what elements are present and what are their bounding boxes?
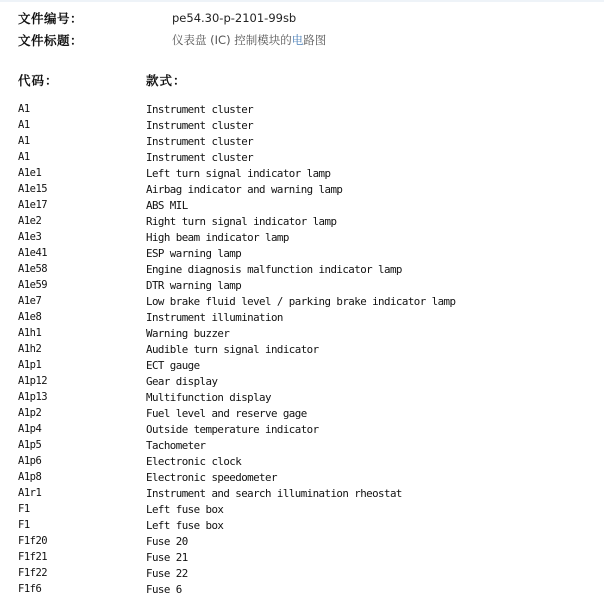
table-row: [18, 309, 598, 325]
row-code: F1: [18, 519, 30, 531]
table-row: [18, 197, 598, 213]
row-description: Left turn signal indicator lamp: [146, 166, 331, 180]
table-row: [18, 277, 598, 293]
table-row: [18, 485, 598, 501]
row-code: A1e17: [18, 199, 48, 211]
row-description: Airbag indicator and warning lamp: [146, 182, 343, 196]
table-row: [18, 469, 598, 485]
table-row: [18, 245, 598, 261]
table-row: [18, 261, 598, 277]
row-description: Instrument cluster: [146, 102, 254, 116]
row-description: Fuel level and reserve gage: [146, 406, 307, 420]
file-title-label: 文件标题：: [18, 33, 84, 48]
table-row: [18, 101, 598, 117]
table-row: [18, 341, 598, 357]
top-divider: [0, 0, 604, 2]
row-description: DTR warning lamp: [146, 278, 242, 292]
row-code: F1f22: [18, 567, 48, 579]
row-description: Fuse 22: [146, 566, 188, 580]
row-code: F1f6: [18, 583, 42, 595]
file-title-highlight: 电: [291, 33, 304, 47]
row-code: A1p6: [18, 455, 42, 467]
table-row: [18, 165, 598, 181]
file-title-value: [172, 32, 326, 48]
table-row: [18, 581, 598, 597]
row-code: A1p8: [18, 471, 42, 483]
table-row: [18, 501, 598, 517]
row-description: Left fuse box: [146, 518, 224, 532]
row-description: Left fuse box: [146, 502, 224, 516]
table-row: [18, 421, 598, 437]
header-code: 代码：: [18, 73, 59, 88]
table-row: [18, 293, 598, 309]
row-description: Fuse 21: [146, 550, 188, 564]
row-code: A1e15: [18, 183, 48, 195]
row-code: A1e7: [18, 295, 42, 307]
table-row: [18, 325, 598, 341]
file-title-suffix: 路图: [303, 33, 327, 47]
row-description: Instrument illumination: [146, 310, 283, 324]
row-code: A1: [18, 103, 30, 115]
row-description: Multifunction display: [146, 390, 271, 404]
table-row: [18, 373, 598, 389]
row-description: Gear display: [146, 374, 218, 388]
row-code: A1e2: [18, 215, 42, 227]
table-row: [18, 405, 598, 421]
row-description: Tachometer: [146, 438, 206, 452]
row-code: F1f20: [18, 535, 48, 547]
table-row: [18, 437, 598, 453]
table-row: [18, 533, 598, 549]
row-description: Instrument cluster: [146, 118, 254, 132]
table-row: [18, 229, 598, 245]
table-row: [18, 117, 598, 133]
row-description: Electronic clock: [146, 454, 242, 468]
row-description: Electronic speedometer: [146, 470, 277, 484]
row-description: Audible turn signal indicator: [146, 342, 319, 356]
row-description: High beam indicator lamp: [146, 230, 289, 244]
row-code: A1r1: [18, 487, 42, 499]
row-code: A1p1: [18, 359, 42, 371]
table-row: [18, 133, 598, 149]
row-code: A1p2: [18, 407, 42, 419]
file-number-row: [18, 9, 296, 27]
row-code: A1e8: [18, 311, 42, 323]
row-code: A1: [18, 119, 30, 131]
row-code: F1: [18, 503, 30, 515]
row-description: ABS MIL: [146, 198, 188, 212]
row-code: A1e3: [18, 231, 42, 243]
row-description: ESP warning lamp: [146, 246, 242, 260]
row-code: A1: [18, 151, 30, 163]
file-number-label: 文件编号：: [18, 11, 84, 26]
table-row: [18, 149, 598, 165]
row-code: A1p12: [18, 375, 48, 387]
table-row: [18, 357, 598, 373]
table-row: [18, 549, 598, 565]
table-row: [18, 565, 598, 581]
row-code: A1e41: [18, 247, 48, 259]
row-description: Warning buzzer: [146, 326, 230, 340]
file-number-value: pe54.30-p-2101-99sb: [172, 11, 297, 25]
file-title-prefix: 仪表盘 (IC) 控制模块的: [172, 33, 292, 47]
row-code: A1h1: [18, 327, 42, 339]
row-code: A1e59: [18, 279, 48, 291]
row-code: A1p5: [18, 439, 42, 451]
row-description: ECT gauge: [146, 358, 200, 372]
row-code: A1h2: [18, 343, 42, 355]
row-description: Right turn signal indicator lamp: [146, 214, 337, 228]
table-row: [18, 213, 598, 229]
file-title-row: [18, 31, 326, 49]
row-code: A1p4: [18, 423, 42, 435]
row-code: A1: [18, 135, 30, 147]
table-row: [18, 517, 598, 533]
row-description: Fuse 20: [146, 534, 188, 548]
row-description: Low brake fluid level / parking brake indicator lamp: [146, 294, 456, 308]
row-description: Outside temperature indicator: [146, 422, 319, 436]
row-code: A1e1: [18, 167, 42, 179]
row-code: A1p13: [18, 391, 48, 403]
row-code: A1e58: [18, 263, 48, 275]
row-code: F1f21: [18, 551, 48, 563]
row-description: Instrument cluster: [146, 150, 254, 164]
row-description: Instrument cluster: [146, 134, 254, 148]
header-model: 款式：: [146, 73, 187, 88]
table-row: [18, 453, 598, 469]
row-description: Instrument and search illumination rheostat: [146, 486, 402, 500]
code-list: [18, 101, 598, 597]
table-header: [18, 70, 187, 90]
table-row: [18, 181, 598, 197]
table-row: [18, 389, 598, 405]
row-description: Engine diagnosis malfunction indicator lamp: [146, 262, 402, 276]
row-description: Fuse 6: [146, 582, 182, 596]
